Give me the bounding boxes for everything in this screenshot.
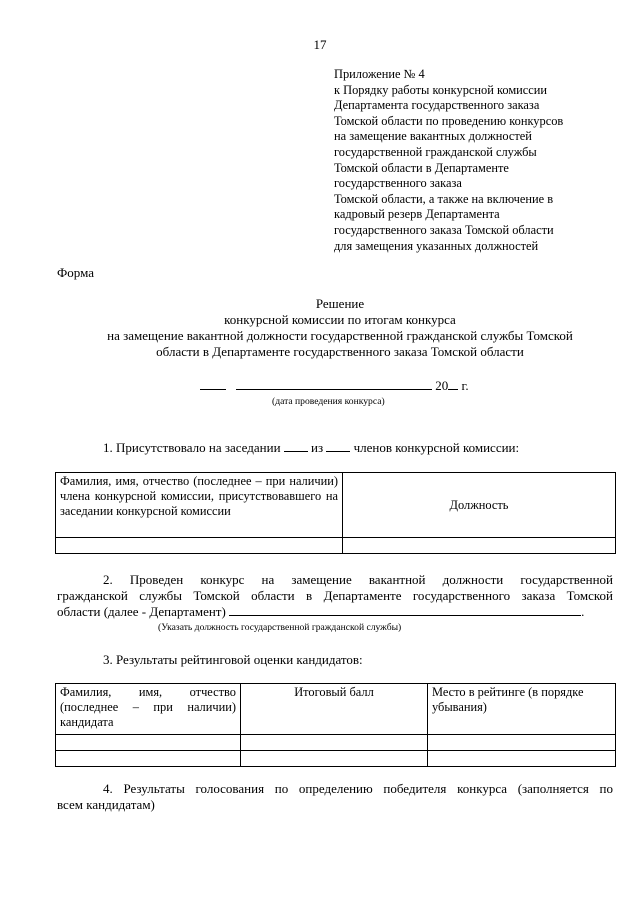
section-2-text	[57, 572, 613, 620]
section-2-line	[57, 604, 613, 620]
section-2-end: .	[581, 604, 585, 619]
header-position: Должность	[343, 473, 616, 538]
date-hint: (дата проведения конкурса)	[272, 396, 385, 407]
date-line	[200, 377, 469, 394]
section-2-line: гражданской службы Томской области в Департаменте государственного заказа Томской	[57, 588, 613, 603]
table-row	[56, 538, 616, 554]
table-header-row	[56, 684, 616, 735]
decision-line: на замещение вакантной должности государственной гражданской службы Томской	[107, 328, 573, 343]
commission-members-table	[55, 472, 616, 554]
page-number: 17	[313, 37, 327, 52]
year-blank[interactable]	[448, 377, 458, 390]
position-blank[interactable]	[229, 604, 581, 616]
appendix-line: к Порядку работы конкурсной комиссии	[334, 82, 548, 97]
month-blank[interactable]	[236, 377, 432, 390]
section-1-text	[103, 440, 519, 456]
year-prefix: 20	[435, 378, 449, 393]
table-cell[interactable]	[241, 735, 428, 751]
appendix-line: государственного заказа	[334, 176, 462, 191]
header-total-score: Итоговый балл	[241, 684, 428, 735]
appendix-line: Департамента государственного заказа	[334, 98, 540, 113]
appendix-line: Томской области по проведению конкурсов	[334, 113, 564, 128]
appendix-line: Приложение № 4	[334, 67, 425, 81]
table-cell[interactable]	[56, 735, 241, 751]
section-2-prefix: области (далее - Департамент)	[57, 604, 226, 619]
appendix-line: государственной гражданской службы	[334, 144, 537, 159]
appendix-line: Томской области, а также на включение в	[334, 191, 554, 206]
table-cell[interactable]	[56, 751, 241, 767]
total-count-blank[interactable]	[326, 440, 350, 452]
section-3-title: 3. Результаты рейтинговой оценки кандидатов:	[103, 652, 363, 667]
day-blank[interactable]	[200, 377, 226, 390]
table-header-row	[56, 473, 616, 538]
header-rank: Место в рейтинге (в порядке убывания)	[428, 684, 616, 735]
section-1-prefix: 1. Присутствовало на заседании	[103, 440, 281, 455]
section-1-middle: из	[311, 440, 324, 455]
table-cell[interactable]	[241, 751, 428, 767]
appendix-line: кадровый резерв Департамента	[334, 207, 500, 222]
decision-line: конкурсной комиссии по итогам конкурса	[224, 312, 456, 327]
table-cell[interactable]	[428, 751, 616, 767]
appendix-line: Томской области в Департаменте	[334, 160, 509, 175]
header-candidate-name: Фамилия, имя, отчество (последнее – при наличии) кандидата	[56, 684, 241, 735]
year-suffix: г.	[461, 378, 469, 393]
present-count-blank[interactable]	[284, 440, 308, 452]
decision-heading	[40, 296, 640, 360]
rating-table	[55, 683, 616, 767]
position-hint: (Указать должность государственной гражданской службы)	[158, 622, 402, 633]
header-member-name: Фамилия, имя, отчество (последнее – при наличии) члена конкурсной комиссии, присутствовавшего на заседании конкурсной комиссии	[56, 473, 343, 538]
section-4-line: 4. Результаты голосования по определению победителя конкурса (заполняется по	[103, 781, 613, 796]
table-cell[interactable]	[56, 538, 343, 554]
table-cell[interactable]	[428, 735, 616, 751]
section-4-line: всем кандидатам)	[57, 797, 155, 812]
section-4-text	[57, 781, 613, 813]
section-1-suffix: членов конкурсной комиссии:	[353, 440, 520, 455]
appendix-line: на замещение вакантных должностей	[334, 129, 532, 144]
decision-title: Решение	[315, 296, 365, 311]
decision-line: области в Департаменте государственного заказа Томской области	[156, 344, 524, 359]
appendix-line: государственного заказа Томской области	[334, 222, 554, 237]
table-cell[interactable]	[343, 538, 616, 554]
section-2-line: 2. Проведен конкурс на замещение вакантной должности государственной	[103, 572, 613, 587]
appendix-line: для замещения указанных должностей	[334, 238, 539, 253]
form-label: Форма	[57, 265, 94, 280]
table-row	[56, 735, 616, 751]
table-row	[56, 751, 616, 767]
appendix-header	[334, 67, 624, 254]
